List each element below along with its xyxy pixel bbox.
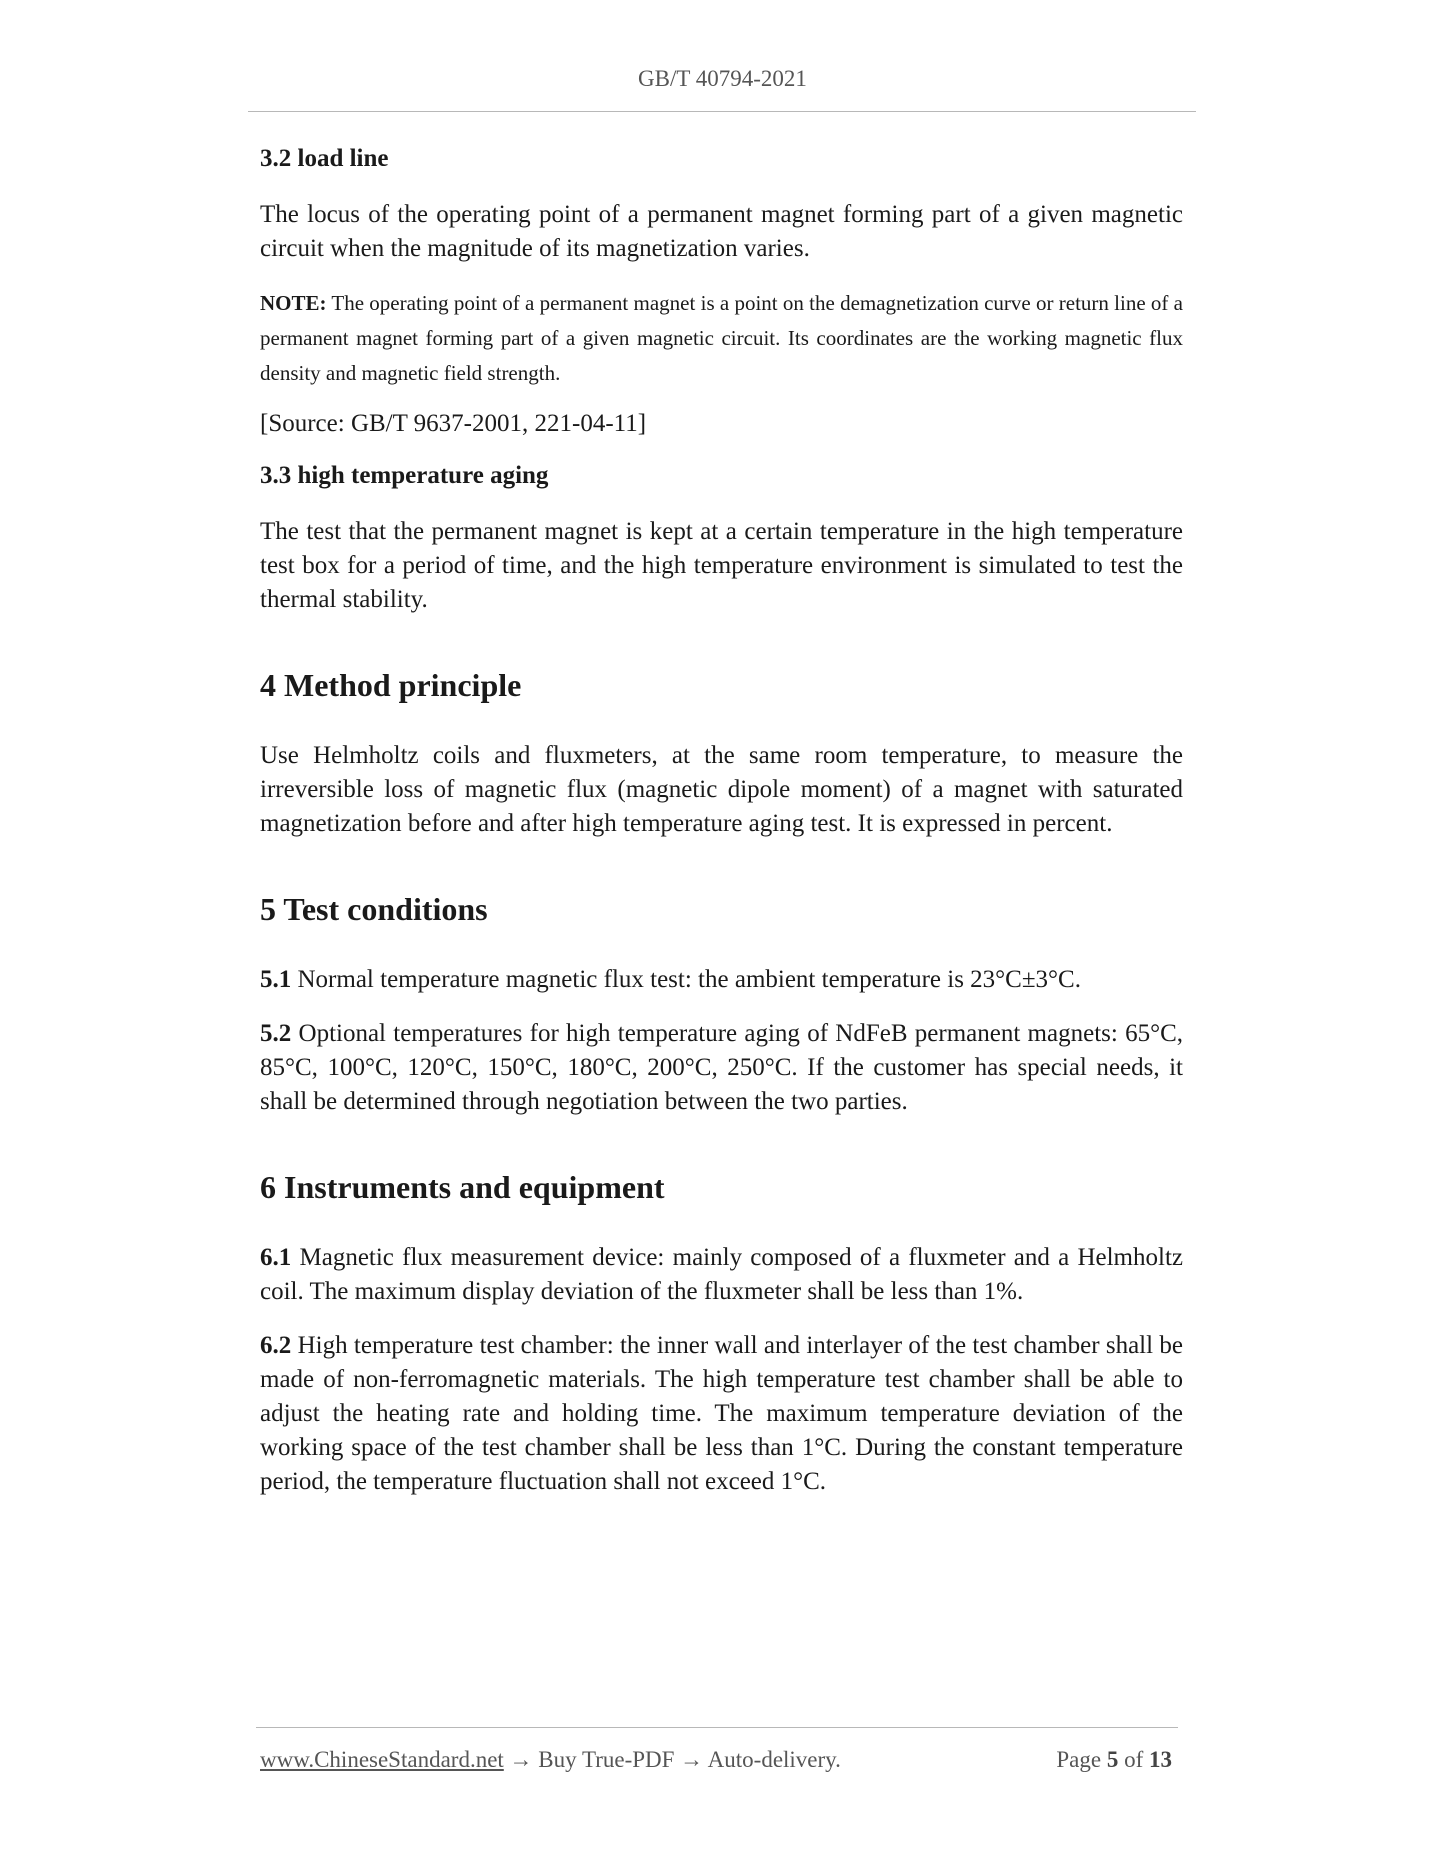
clause-5-1 bbox=[260, 963, 1183, 997]
clause-text: High temperature test chamber: the inner wall and interlayer of the test chamber shall be made of non-ferromagnetic materials. The high temperature test chamber shall be able to adjust the heating rate and holding time. The maximum temperature deviation of the working space of the test chamber shall be less than 1°C. During the constant temperature period, the temperature fluctuation shall not exceed 1°C. bbox=[260, 1332, 1183, 1495]
page-footer bbox=[260, 1747, 1172, 1773]
section-4-text: Use Helmholtz coils and fluxmeters, at the same room temperature, to measure the irreversible loss of magnetic flux (magnetic dipole moment) of a magnet with saturated magnetization before and after high temperature aging test. It is expressed in percent. bbox=[260, 742, 1183, 837]
clause-text: Optional temperatures for high temperature aging of NdFeB permanent magnets: 65°C, 85°C, 100°C, 120°C, 150°C, 180°C, 200°C, 250°C. If the customer has special needs, it shall be determined through negotiation between the two parties. bbox=[260, 1020, 1183, 1115]
page-of: of bbox=[1124, 1747, 1144, 1772]
term-3-2-note bbox=[260, 286, 1183, 391]
clause-text: Normal temperature magnetic flux test: the ambient temperature is 23°C±3°C. bbox=[291, 966, 1081, 993]
page-label: Page bbox=[1056, 1747, 1102, 1772]
promo-text: → Buy True-PDF → Auto-delivery. bbox=[503, 1747, 841, 1772]
term-3-2-title: 3.2 load line bbox=[260, 145, 389, 172]
clause-text: Magnetic flux measurement device: mainly composed of a fluxmeter and a Helmholtz coil. The maximum display deviation of the fluxmeter shall be less than 1%. bbox=[260, 1244, 1183, 1305]
term-3-2-source: [Source: GB/T 9637-2001, 221-04-11] bbox=[260, 410, 647, 437]
page-header-title: GB/T 40794-2021 bbox=[638, 66, 807, 91]
header-divider bbox=[248, 111, 1196, 112]
footer-divider bbox=[256, 1727, 1178, 1728]
term-3-3-title: 3.3 high temperature aging bbox=[260, 462, 549, 489]
note-label: NOTE: bbox=[260, 291, 327, 315]
clause-number: 5.2 bbox=[260, 1020, 292, 1047]
clause-6-2 bbox=[260, 1329, 1183, 1499]
term-3-3-definition: The test that the permanent magnet is kept at a certain temperature in the high temperature test box for a period of time, and the high temperature environment is simulated to test the thermal stability. bbox=[260, 518, 1183, 613]
term-3-2-definition: The locus of the operating point of a permanent magnet forming part of a given magnetic circuit when the magnitude of its magnetization varies. bbox=[260, 201, 1183, 262]
document-body bbox=[260, 144, 1183, 1519]
page-current: 5 bbox=[1106, 1747, 1119, 1772]
clause-number: 5.1 bbox=[260, 966, 292, 993]
note-text: The operating point of a permanent magnet is a point on the demagnetization curve or return line of a permanent magnet forming part of a given magnetic circuit. Its coordinates are the working magnetic flux density and magnetic field strength. bbox=[260, 291, 1183, 385]
website-link[interactable]: www.ChineseStandard.net bbox=[260, 1747, 504, 1772]
section-5-title: 5 Test conditions bbox=[260, 891, 488, 927]
clause-5-2 bbox=[260, 1017, 1183, 1119]
footer-promo bbox=[260, 1747, 841, 1773]
clause-6-1 bbox=[260, 1241, 1183, 1309]
page-number bbox=[1056, 1747, 1172, 1773]
page-total: 13 bbox=[1149, 1747, 1172, 1772]
section-4-title: 4 Method principle bbox=[260, 667, 522, 703]
section-6-title: 6 Instruments and equipment bbox=[260, 1169, 665, 1205]
clause-number: 6.2 bbox=[260, 1332, 292, 1359]
clause-number: 6.1 bbox=[260, 1244, 292, 1271]
